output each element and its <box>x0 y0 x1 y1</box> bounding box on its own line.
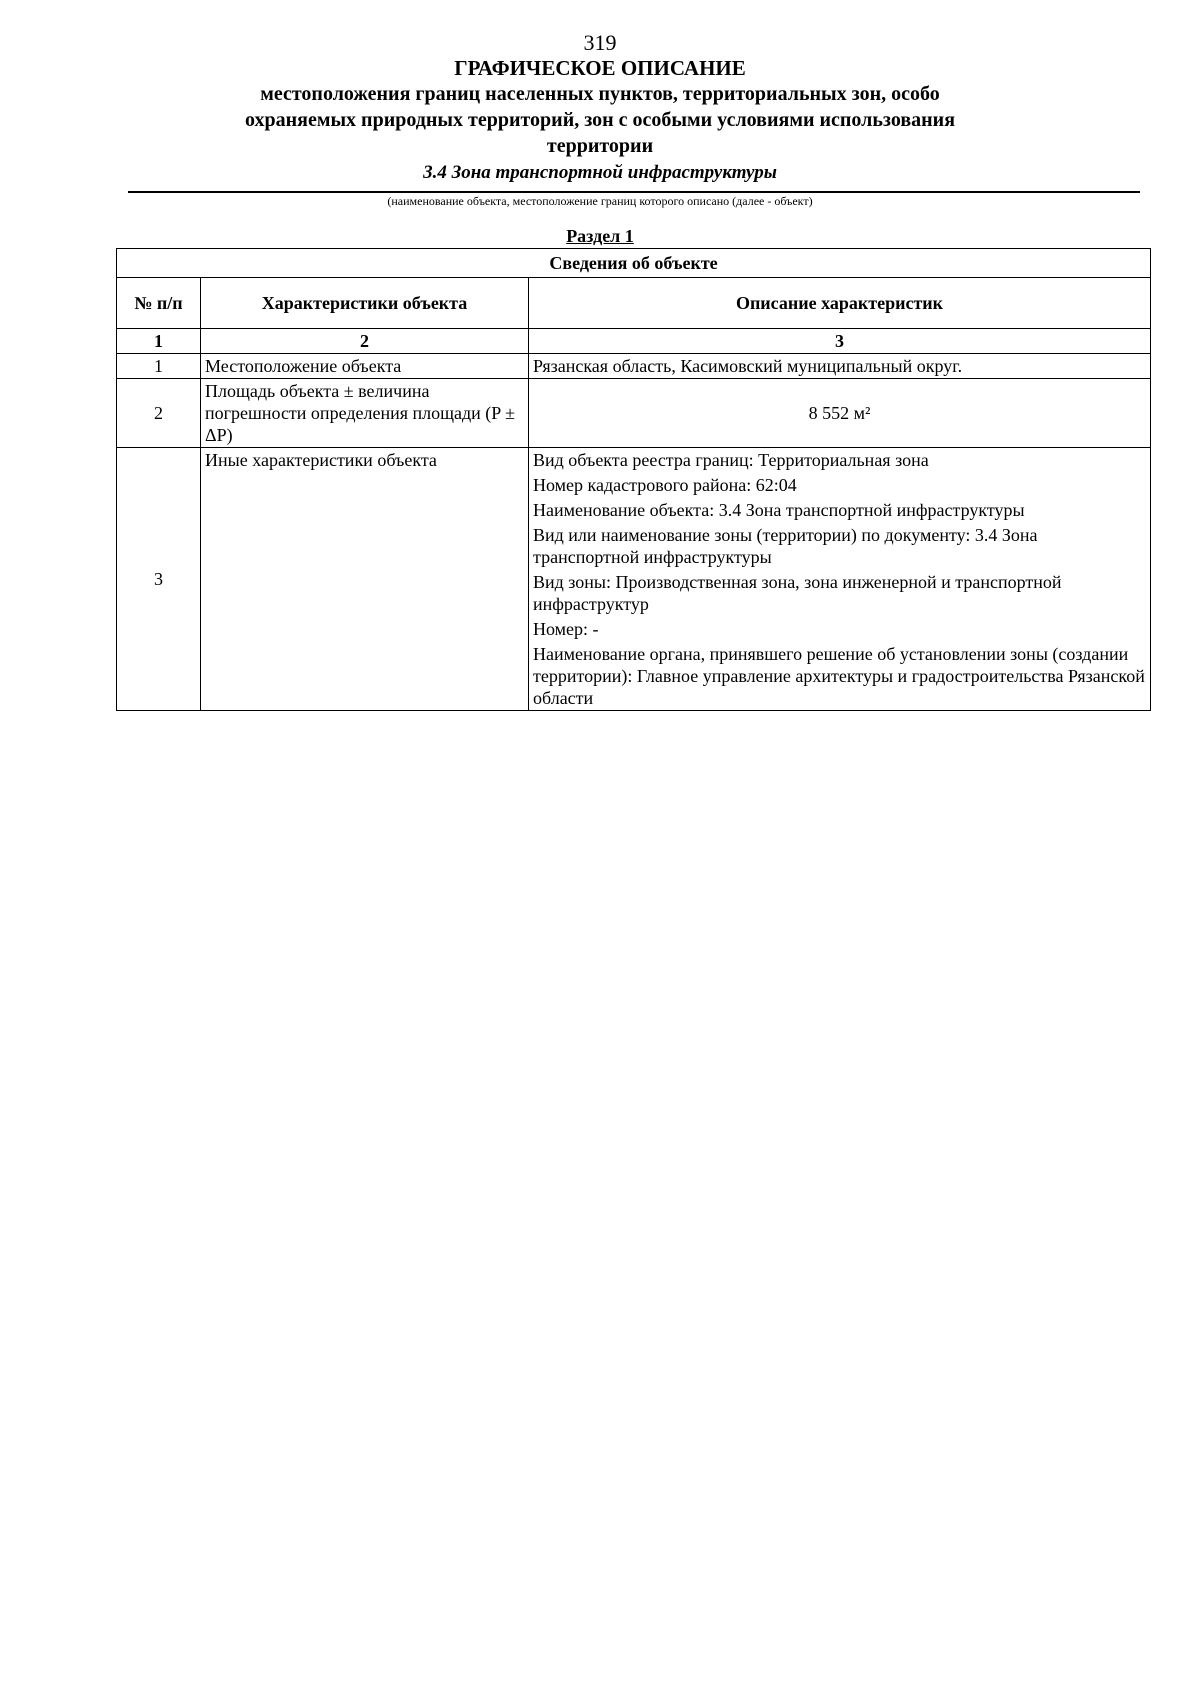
column-number-1: 1 <box>117 329 201 354</box>
row-number: 3 <box>117 448 201 711</box>
description-line: Вид или наименование зоны (территории) по документу: 3.4 Зона транспортной инфраструктуры <box>533 525 1038 567</box>
row-number: 2 <box>117 379 201 448</box>
row-characteristic: Иные характеристики объекта <box>201 448 529 711</box>
table-row <box>117 448 1151 711</box>
description-line: Номер: - <box>533 619 599 639</box>
table-header-row <box>117 278 1151 329</box>
document-subtitle: местоположения границ населенных пунктов, территориальных зон, особо охраняемых природных территорий, зон с особыми условиями использования территории <box>244 83 956 157</box>
page-number: 319 <box>583 30 617 55</box>
header-description: Описание характеристик <box>529 278 1151 329</box>
row-description <box>529 448 1151 711</box>
row-number: 1 <box>117 354 201 379</box>
table-row <box>117 354 1151 379</box>
table-caption: Сведения об объекте <box>117 249 1151 278</box>
description-line: Вид зоны: Производственная зона, зона инженерной и транспортной инфраструктур <box>533 572 1062 614</box>
object-info-table <box>116 248 1151 711</box>
object-name: 3.4 Зона транспортной инфраструктуры <box>423 162 777 183</box>
header-characteristic: Характеристики объекта <box>201 278 529 329</box>
row-characteristic: Местоположение объекта <box>201 354 529 379</box>
object-name-caption: (наименование объекта, местоположение границ которого описано (далее - объект) <box>387 194 813 208</box>
description-line: 8 552 м² <box>808 403 871 423</box>
document-title: ГРАФИЧЕСКОЕ ОПИСАНИЕ <box>454 56 746 80</box>
column-number-row <box>117 329 1151 354</box>
description-line: Номер кадастрового района: 62:04 <box>533 475 797 495</box>
section-title: Раздел 1 <box>566 226 634 246</box>
table-caption-row <box>117 249 1151 278</box>
table-row <box>117 379 1151 448</box>
description-line: Вид объекта реестра границ: Территориальная зона <box>533 450 929 470</box>
description-line: Наименование органа, принявшего решение об установлении зоны (создании территории): Главное управление архитектуры и градостроительства Рязанской области <box>533 644 1145 708</box>
row-characteristic: Площадь объекта ± величина погрешности определения площади (P ± ΔP) <box>201 379 529 448</box>
description-line: Рязанская область, Касимовский муниципальный округ. <box>533 356 963 376</box>
row-description <box>529 354 1151 379</box>
header-number: № п/п <box>117 278 201 329</box>
column-number-3: 3 <box>529 329 1151 354</box>
row-description <box>529 379 1151 448</box>
document-header <box>0 30 1200 185</box>
description-line: Наименование объекта: 3.4 Зона транспортной инфраструктуры <box>533 500 1025 520</box>
column-number-2: 2 <box>201 329 529 354</box>
object-name-underline <box>128 191 1140 193</box>
